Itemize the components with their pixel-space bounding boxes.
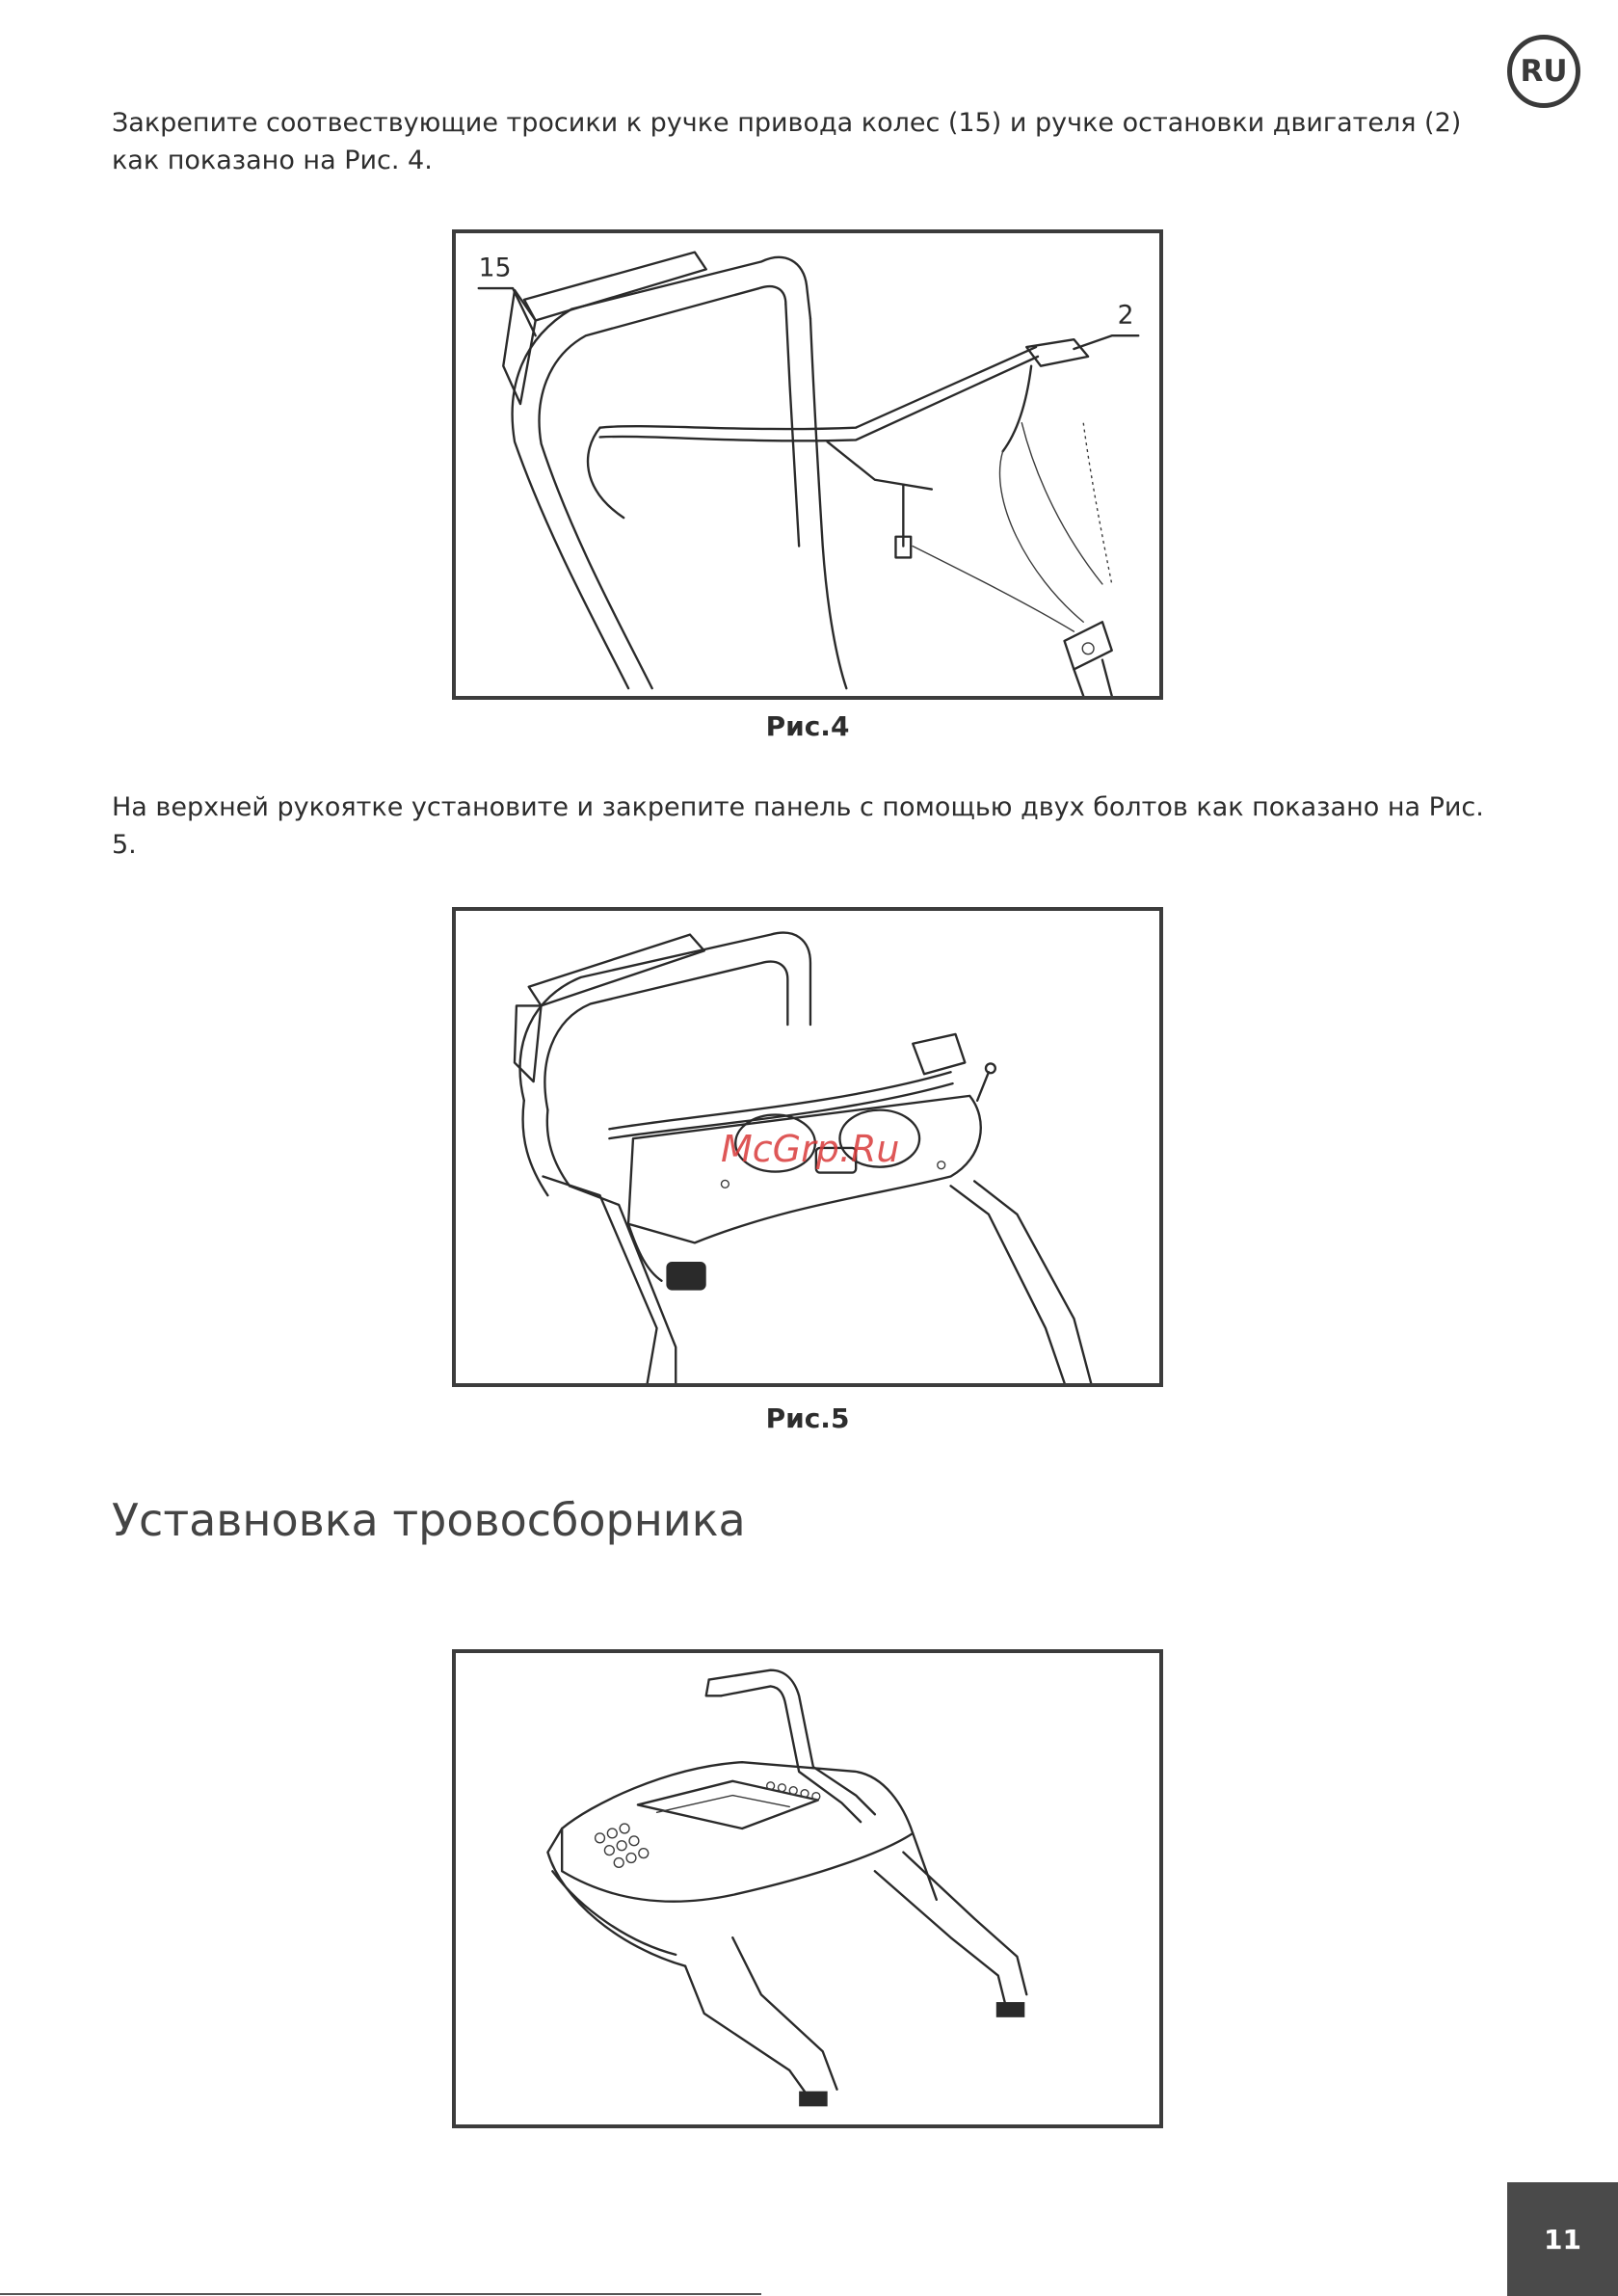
section-title: Уставновка тровосборника bbox=[112, 1494, 746, 1546]
figure-6 bbox=[452, 1649, 1163, 2128]
figure-5-caption: Рис.5 bbox=[765, 1402, 850, 1434]
watermark: McGrp.Ru bbox=[721, 1128, 900, 1170]
instruction-panel: На верхней рукоятке установите и закрепите панель с помощью двух болтов как показано на Рис. 5. bbox=[112, 792, 1484, 860]
figure-4 bbox=[452, 229, 1163, 700]
callout-2: 2 bbox=[1117, 300, 1134, 331]
bottom-rule bbox=[0, 2293, 761, 2295]
page-number: 11 bbox=[1507, 2182, 1618, 2296]
handle-cables-illustration bbox=[456, 233, 1159, 696]
figure-4-caption: Рис.4 bbox=[765, 710, 850, 742]
instruction-cables: Закрепите соотвествующие тросики к ручке привода колес (15) и ручке остановки двигателя (2) как показано на Рис. 4. bbox=[112, 108, 1462, 175]
language-badge: RU bbox=[1507, 35, 1580, 108]
callout-15: 15 bbox=[478, 253, 512, 283]
grass-catcher-illustration bbox=[456, 1653, 1159, 2124]
